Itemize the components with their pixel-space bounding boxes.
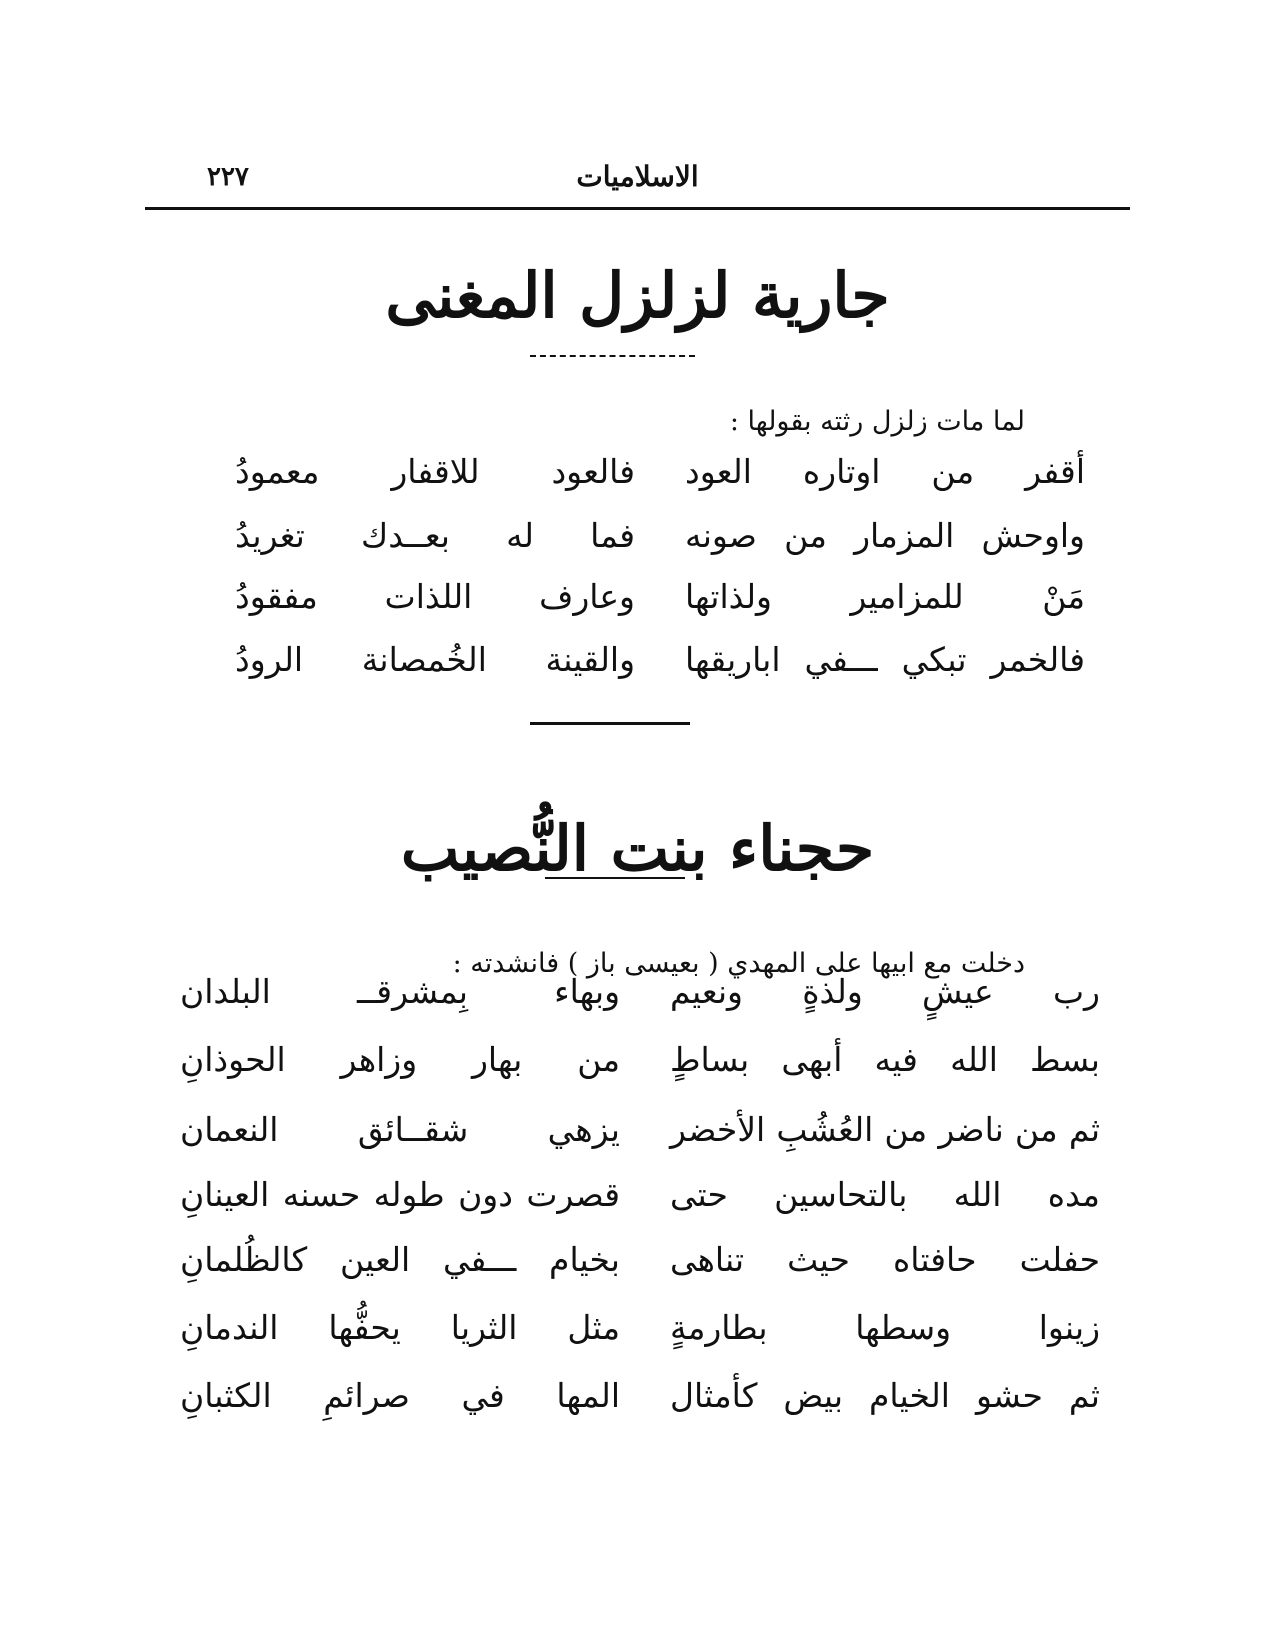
hemistich-first: حفلت حافتاه حيث تناهى: [670, 1240, 1100, 1279]
hemistich-first: ثم من ناضر من العُشُبِ الأخضر: [670, 1110, 1100, 1149]
hemistich-second: فالعود للاقفار معمودُ: [235, 452, 635, 491]
hemistich-first: أقفر من اوتاره العود: [685, 452, 1085, 491]
verse-line: [180, 1040, 1100, 1079]
verse-line: [180, 1308, 1100, 1347]
title-divider: [545, 877, 685, 879]
hemistich-first: مده الله بالتحاسين حتى: [670, 1175, 1100, 1214]
verse-line: [180, 1175, 1100, 1214]
title-divider: [530, 355, 695, 357]
hemistich-second: بخيام ـــفي العين كالظُلمانِ: [180, 1240, 620, 1279]
hemistich-second: المها في صرائمِ الكثبانِ: [180, 1376, 620, 1415]
hemistich-second: والقينة الخُمصانة الرودُ: [235, 640, 635, 679]
page-number: ٢٢٧: [207, 162, 249, 192]
hemistich-second: مثل الثريا يحفُّها الندمانِ: [180, 1308, 620, 1347]
hemistich-first: رب عيشٍ ولذةٍ ونعيم: [670, 972, 1100, 1011]
hemistich-first: واوحش المزمار من صونه: [685, 516, 1085, 555]
hemistich-first: مَنْ للمزامير ولذاتها: [685, 577, 1085, 616]
verse-line: [180, 972, 1100, 1011]
header-rule: [145, 207, 1130, 210]
hemistich-first: زينوا وسطها بطارمةٍ: [670, 1308, 1100, 1347]
section-intro: دخلت مع ابيها على المهدي ( بعيسى باز ) فانشدته :: [452, 948, 1025, 979]
page-header: [145, 160, 1130, 204]
hemistich-first: ثم حشو الخيام بيض كأمثال: [670, 1376, 1100, 1415]
hemistich-second: من بهار وزاهر الحوذانِ: [180, 1040, 620, 1079]
hemistich-second: يزهي شقــائق النعمان: [180, 1110, 620, 1149]
hemistich-second: وعارف اللذات مفقودُ: [235, 577, 635, 616]
section-intro: لما مات زلزل رثته بقولها :: [729, 406, 1025, 437]
section-title: جارية لزلزل المغنى: [385, 259, 890, 332]
verse-line: [180, 1376, 1100, 1415]
hemistich-second: قصرت دون طوله حسنه العينانِ: [180, 1175, 620, 1214]
section-divider: [530, 722, 690, 725]
verse-line: [235, 640, 1085, 679]
hemistich-first: بسط الله فيه أبهى بساطٍ: [670, 1040, 1100, 1079]
verse-line: [235, 452, 1085, 491]
running-title: الاسلاميات: [576, 160, 699, 193]
verse-line: [180, 1240, 1100, 1279]
verse-line: [180, 1110, 1100, 1149]
hemistich-second: وبهاء بِمشرقــ البلدان: [180, 972, 620, 1011]
section-title: حجناء بنت النُّصيب: [400, 812, 875, 885]
hemistich-second: فما له بعــدك تغريدُ: [235, 516, 635, 555]
hemistich-first: فالخمر تبكي ـــفي اباريقها: [685, 640, 1085, 679]
verse-line: [235, 516, 1085, 555]
verse-line: [235, 577, 1085, 616]
